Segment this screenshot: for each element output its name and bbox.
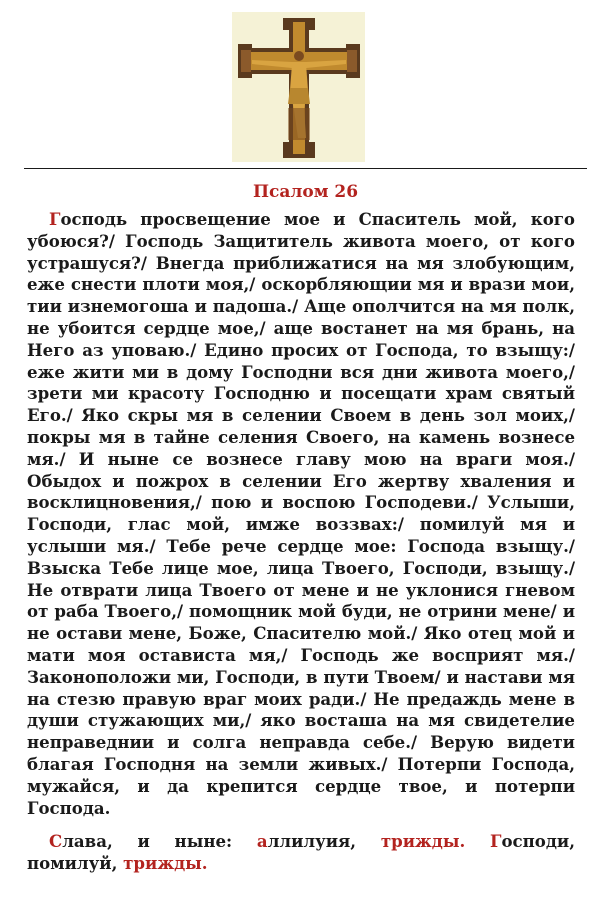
figure-head [294,51,304,61]
divider [24,168,587,169]
doxology-initial-1: С [49,831,63,851]
psalm-title: Псалом 26 [252,182,359,202]
doxology-initial-3: Г [490,831,502,851]
crucifix-image [232,12,365,162]
doxology [27,831,575,875]
doxology-part-2: ллилуия, [267,831,381,851]
psalm-body: осподь просвещение мое и Спаситель мой, кого убоюся?/ Господь Защититель живота моего, от кого устрашуся?/ Внегда приближатися на мя злобующим, еже снести плоти моя,/ оскорбляющии мя и врази мои, тии изнемогоша и падоша./ Аще ополчится на мя полк, не убоится сердце мое,/ аще востанет на мя брань, на Него аз уповаю./ Едино просих от Господа, то взыщу:/ еже жити ми в дому Господни вся дни живота моего,/ зрети ми красоту Господню и посещати храм святый Его./ Яко скры мя в селении Своем в день зол моих,/ покры мя в тайне селения Своего, на камень вознесе мя./ И ныне се вознесе главу мою на враги моя./ Обыдох и пожрох в селении Его жертву хваления и восклицновения,/ пою и воспою Господеви./ Услыши, Господи, глас мой, имже воззвах:/ помилуй мя и услыши мя./ Тебе рече сердце мое: Господа взыщу./ Взыска Тебе лице мое, лица Твоего, Господи, взыщу./ Не отврати лица Твоего от мене и не уклонися гневом от раба Твоего,/ помощник мой буди, не отрини мене/ и не остави мене, Боже, Спасителю мой./ Яко отец мой и мати моя остависта мя,/ Господь же восприят мя./ Законоположи ми, Господи, в пути Твоем/ и настави мя на стезю правую враг моих ради./ Не предаждь мене в души стужающих ми,/ яко восташа на мя свидетелие неправеднии и солга неправда себе./ Верую видети благая Господня на земли живых./ Потерпи Господа, мужайся, и да крепится сердце твое, и потерпи Господа. [27,209,575,818]
crucifix-icon [232,12,365,162]
doxology-part-3: осподи, помилуй, [27,831,576,873]
figure-loincloth [288,88,310,104]
doxology-part-1: лава, и ныне: [62,831,257,851]
doxology-rubric-2: трижды. [123,852,208,873]
doxology-rubric-1: трижды. [380,831,466,851]
psalm-text [27,209,575,819]
doxology-initial-2: а [256,831,268,851]
psalm-initial: Г [49,209,61,229]
